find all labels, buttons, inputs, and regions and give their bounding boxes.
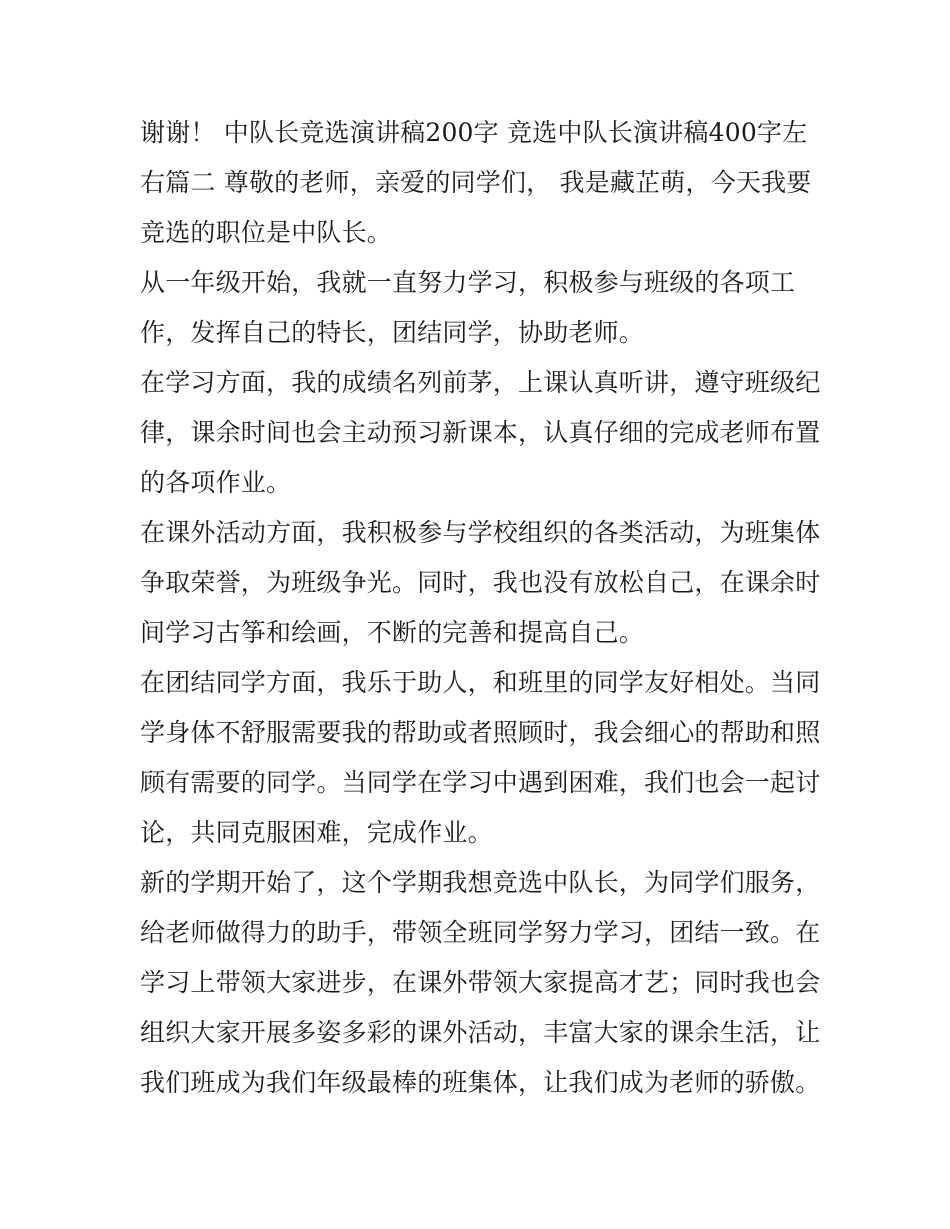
paragraph-4 <box>140 508 821 658</box>
text-line: 我们班成为我们年级最棒的班集体，让我们成为老师的骄傲。 <box>140 1068 821 1097</box>
text-line: 从一年级开始，我就一直努力学习，积极参与班级的各项工 <box>140 268 796 297</box>
text-line: 作，发挥自己的特长，团结同学，协助老师。 <box>140 318 645 347</box>
text-line: 右篇二 尊敬的老师，亲爱的同学们， 我是藏芷萌，今天我要 <box>140 168 812 197</box>
text-line: 顾有需要的同学。当同学在学习中遇到困难，我们也会一起讨 <box>140 768 821 797</box>
text-line: 间学习古筝和绘画，不断的完善和提高自己。 <box>140 618 645 647</box>
paragraph-6 <box>140 858 821 1108</box>
text-line: 律，课余时间也会主动预习新课本，认真仔细的完成老师布置 <box>140 418 821 447</box>
text-line: 在学习方面，我的成绩名列前茅，上课认真听讲，遵守班级纪 <box>140 368 821 397</box>
paragraph-2 <box>140 258 815 358</box>
text-line: 新的学期开始了，这个学期我想竞选中队长，为同学们服务， <box>140 868 821 897</box>
text-line: 在课外活动方面，我积极参与学校组织的各类活动，为班集体 <box>140 518 821 547</box>
text-line: 的各项作业。 <box>140 468 292 497</box>
paragraph-5 <box>140 658 821 858</box>
text-line: 组织大家开展多姿多彩的课外活动，丰富大家的课余生活，让 <box>140 1018 821 1047</box>
document-body <box>140 108 821 1108</box>
text-line: 在团结同学方面，我乐于助人，和班里的同学友好相处。当同 <box>140 668 821 697</box>
text-line: 学身体不舒服需要我的帮助或者照顾时，我会细心的帮助和照 <box>140 718 821 747</box>
text-line: 学习上带领大家进步，在课外带领大家提高才艺；同时我也会 <box>140 968 821 997</box>
text-line: 争取荣誉，为班级争光。同时，我也没有放松自己，在课余时 <box>140 568 821 597</box>
paragraph-1 <box>140 108 815 258</box>
paragraph-3 <box>140 358 821 508</box>
text-line: 谢谢！ 中队长竞选演讲稿200字 竞选中队长演讲稿400字左 <box>140 118 808 147</box>
text-line: 论，共同克服困难，完成作业。 <box>140 818 493 847</box>
text-line: 竞选的职位是中队长。 <box>140 218 393 247</box>
text-line: 给老师做得力的助手，带领全班同学努力学习，团结一致。在 <box>140 918 821 947</box>
